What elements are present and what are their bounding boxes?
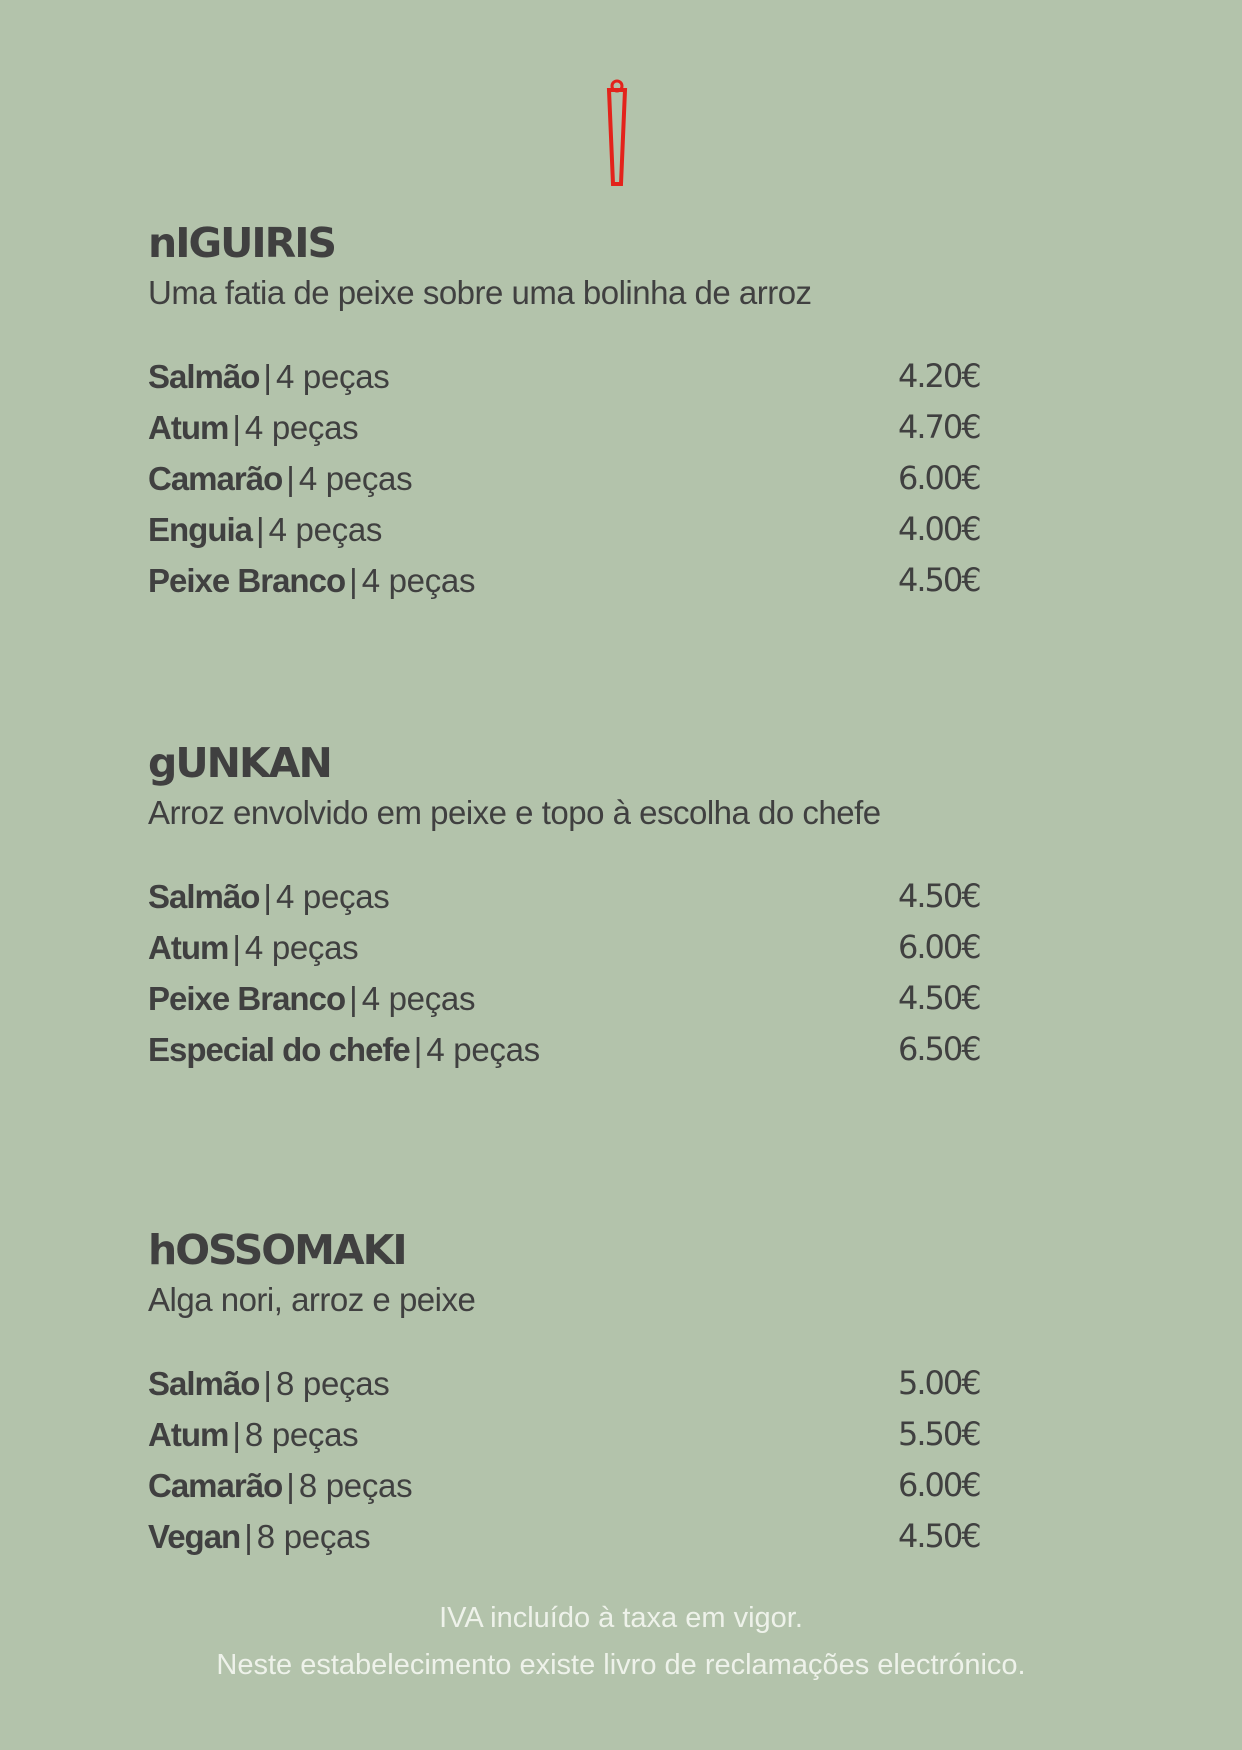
section-title: nIGUIRIS [148,219,335,267]
section-niguiris [148,218,998,606]
menu-list [148,871,998,1075]
menu-item [148,922,998,973]
menu-item [148,1511,998,1562]
item-name: Salmão [148,358,260,395]
item-name: Atum [148,929,229,966]
item-name: Camarão [148,1467,283,1504]
section-subtitle: Uma fatia de peixe sobre uma bolinha de arroz [148,274,812,311]
item-name: Atum [148,1416,229,1453]
item-quantity: 8 peças [256,1518,371,1555]
item-name: Enguia [148,511,253,548]
item-price: 6.00€ [898,459,980,497]
item-quantity: 8 peças [244,1416,359,1453]
section-subtitle: Alga nori, arroz e peixe [148,1281,476,1318]
item-price: 4.20€ [898,357,980,395]
menu-item [148,351,998,402]
section-subtitle: Arroz envolvido em peixe e topo à escolha do chefe [148,794,881,831]
item-price: 4.50€ [898,877,980,915]
item-quantity: 8 peças [298,1467,413,1504]
item-price: 4.70€ [898,408,980,446]
vat-notice: IVA incluído à taxa em vigor. [439,1602,803,1634]
item-price: 6.50€ [898,1030,980,1068]
item-quantity: 4 peças [275,878,390,915]
item-separator: | [349,980,358,1017]
item-name: Vegan [148,1518,241,1555]
menu-item [148,1358,998,1409]
menu-item [148,504,998,555]
item-quantity: 4 peças [268,511,383,548]
menu-item [148,555,998,606]
item-separator: | [286,460,295,497]
menu-item [148,1409,998,1460]
menu-item [148,973,998,1024]
item-separator: | [413,1031,423,1068]
item-name: Especial do chefe [148,1031,410,1068]
item-separator: | [263,878,272,915]
item-separator: | [349,562,358,599]
section-title: gUNKAN [148,739,331,787]
item-price: 4.50€ [898,1517,980,1555]
menu-item [148,453,998,504]
item-name: Peixe Branco [148,980,346,1017]
item-separator: | [263,1365,272,1402]
item-name: Salmão [148,878,260,915]
section-title: hOSSOMAKI [148,1226,406,1274]
item-quantity: 4 peças [426,1031,540,1068]
complaints-notice: Neste estabelecimento existe livro de reclamações electrónico. [216,1649,1026,1681]
item-price: 5.00€ [898,1364,980,1402]
menu-item [148,1024,998,1075]
item-price: 4.50€ [898,561,980,599]
item-name: Salmão [148,1365,260,1402]
item-quantity: 4 peças [361,980,476,1017]
footer-notice [0,1595,1242,1689]
menu-list [148,1358,998,1562]
item-price: 5.50€ [898,1415,980,1453]
item-quantity: 4 peças [275,358,390,395]
item-name: Camarão [148,460,283,497]
menu-item [148,1460,998,1511]
section-gunkan [148,738,998,1075]
item-separator: | [286,1467,295,1504]
item-quantity: 4 peças [244,409,359,446]
item-price: 6.00€ [898,928,980,966]
item-separator: | [232,929,241,966]
menu-item [148,402,998,453]
chopstick-icon [600,78,634,188]
menu-list [148,351,998,606]
item-price: 4.00€ [898,510,980,548]
item-separator: | [256,511,265,548]
item-quantity: 4 peças [361,562,476,599]
item-quantity: 4 peças [298,460,413,497]
item-name: Peixe Branco [148,562,346,599]
item-separator: | [244,1518,253,1555]
item-name: Atum [148,409,229,446]
item-separator: | [263,358,272,395]
menu-item [148,871,998,922]
item-quantity: 4 peças [244,929,359,966]
section-hossomaki [148,1225,998,1562]
item-price: 4.50€ [898,979,980,1017]
item-separator: | [232,1416,241,1453]
item-separator: | [232,409,241,446]
item-quantity: 8 peças [275,1365,390,1402]
item-price: 6.00€ [898,1466,980,1504]
